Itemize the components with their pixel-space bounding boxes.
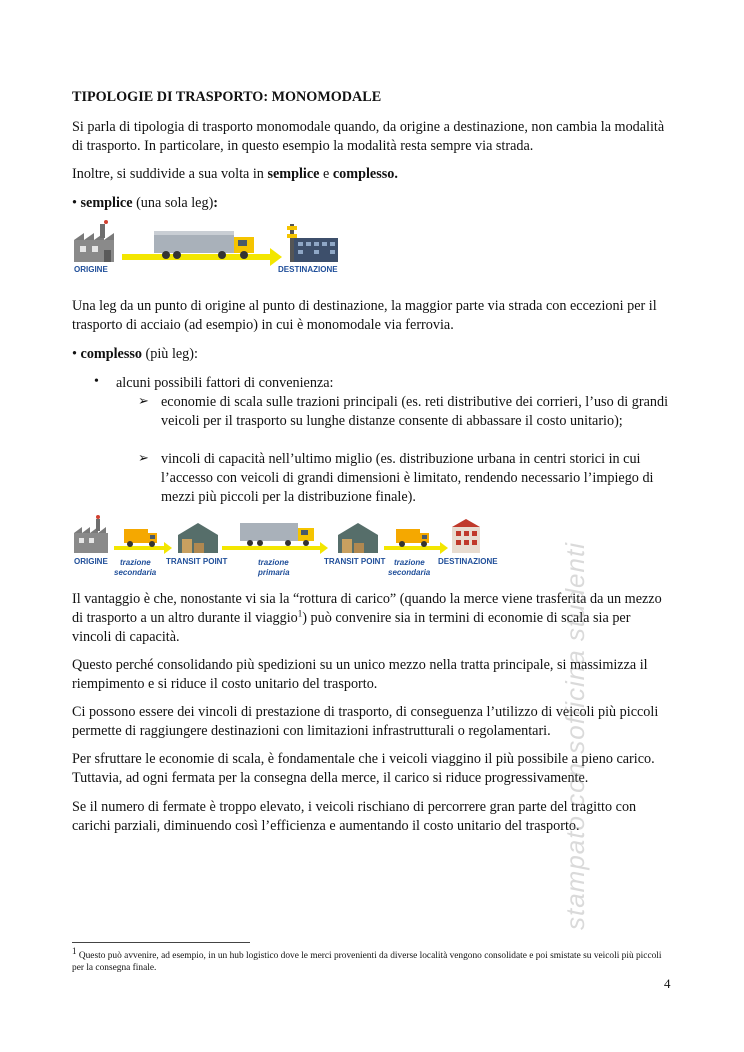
bullet-glyph: • [72,346,77,362]
label-secondaria-1: secondaria [114,568,157,577]
transit-point-warehouse-icon [338,523,378,553]
truck-icon [240,523,314,546]
list-item-fattori: alcuni possibili fattori di convenienza: [116,375,334,391]
label-transit-point-2: TRANSIT POINT [324,557,386,566]
transit-point-warehouse-icon [178,523,218,553]
section-heading: TIPOLOGIE DI TRASPORTO: MONOMODALE [72,89,382,105]
page-number: 4 [664,976,671,991]
footnote-number: 1 [72,945,77,956]
bullet-glyph: • [72,195,77,211]
bullet-semplice [72,194,672,213]
watermark: stampato con sofficina studenti [560,542,590,930]
label-origine: ORIGINE [74,265,108,274]
label-destinazione: DESTINAZIONE [278,265,338,274]
factory-origin-icon [74,515,108,553]
paragraph-consolidamento: Questo perché consolidando più spedizioni su un unico mezzo nella tratta principale, si massimizza il riempimento e si riduce il costo unitario del trasporto. [72,657,648,692]
label-secondaria-3: secondaria [388,568,431,577]
warehouse-destination-icon [287,224,338,262]
list-dot: • [94,374,99,389]
arrow-bullet-icon: ➢ [138,393,149,408]
label-primaria: primaria [258,568,290,577]
arrow-bullet-icon: ➢ [138,450,149,465]
paragraph-economie-scala: Per sfruttare le economie di scala, è fondamentale che i veicoli viaggino il più possibile a pieno carico. Tuttavia, ad ogni fermata per la consegna della merce, il carico si riduce progressivamente. [72,751,655,786]
bullet-complesso [72,345,672,364]
single-leg-diagram [72,220,362,280]
van-icon [124,529,157,547]
multi-leg-diagram [72,515,512,581]
bold-complesso-label: complesso [80,346,142,362]
text-run: (una sola leg) [132,195,214,211]
paragraph-single-leg: Una leg da un punto di origine al punto di destinazione, la maggior parte via strada con eccezioni per il trasporto di acciaio (ad esempio) in cui è monomodale via ferrovia. [72,298,657,333]
subitem-economie-di-scala: economie di scala sulle trazioni principali (es. reti distributive dei corrieri, l’uso di grandi veicoli per il trasporto su lunghe distanze consente di abbassare il costo unitario); [161,394,669,429]
footnote [72,945,672,974]
text-run: Il vantaggio è che, nonostante vi sia la “rottura di carico” (quando la merce viene trasferita da un mezzo di trasporto a un altro durante il viaggio [72,591,662,626]
label-origine: ORIGINE [74,557,108,566]
colon: : [213,195,219,211]
yellow-arrow-icon [222,542,328,554]
paragraph-vincoli-prestazione: Ci possono essere dei vincoli di prestazione di trasporto, di conseguenza l’utilizzo di veicoli più piccoli permette di raggiungere destinazioni con limitazioni infrastrutturali o regolamentari. [72,704,659,739]
label-trazione-1: trazione [120,558,151,567]
bold-complesso: complesso. [332,166,398,182]
label-transit-point-1: TRANSIT POINT [166,557,228,566]
text-run: Inoltre, si suddivide a sua volta in [72,166,268,182]
building-destination-icon [452,519,480,553]
paragraph-intro: Si parla di tipologia di trasporto monomodale quando, da origine a destinazione, non cambia la modalità di trasporto. In particolare, in questo esempio la modalità resta sempre via strada. [72,119,665,154]
van-icon [396,529,429,547]
bold-semplice-label: semplice [80,195,133,211]
text-run: (più leg): [142,346,198,362]
text-run: e [319,166,333,182]
label-trazione-2: trazione [258,558,289,567]
yellow-arrow-icon [114,542,172,554]
yellow-arrow-icon [384,542,448,554]
footnote-separator [72,942,250,943]
label-destinazione: DESTINAZIONE [438,557,498,566]
label-trazione-3: trazione [394,558,425,567]
factory-origin-icon [74,220,114,262]
bold-semplice: semplice [267,166,320,182]
footnote-ref: 1 [297,608,303,619]
footnote-text: Questo può avvenire, ad esempio, in un hub logistico dove le merci provenienti da diverse località vengono consolidate e poi smistate su veicoli più piccoli per la consegna finale. [72,951,662,973]
subitem-vincoli-capacita: vincoli di capacità nell’ultimo miglio (es. distribuzione urbana in centri storici in cui l’accesso con veicoli di grandi dimensioni è limitato, rendendo necessario l’impiego di mezzi più piccoli per la distribuzione finale). [161,451,654,505]
paragraph-subdivision [72,165,672,184]
text-run: ) può convenire sia in termini di economie di scala sia per vincoli di capacità. [72,610,631,645]
paragraph-fermate: Se il numero di fermate è troppo elevato, i veicoli rischiano di percorrere gran parte del tragitto con carichi parziali, diminuendo così l’efficienza e aumentando il costo unitario del trasporto. [72,799,637,834]
